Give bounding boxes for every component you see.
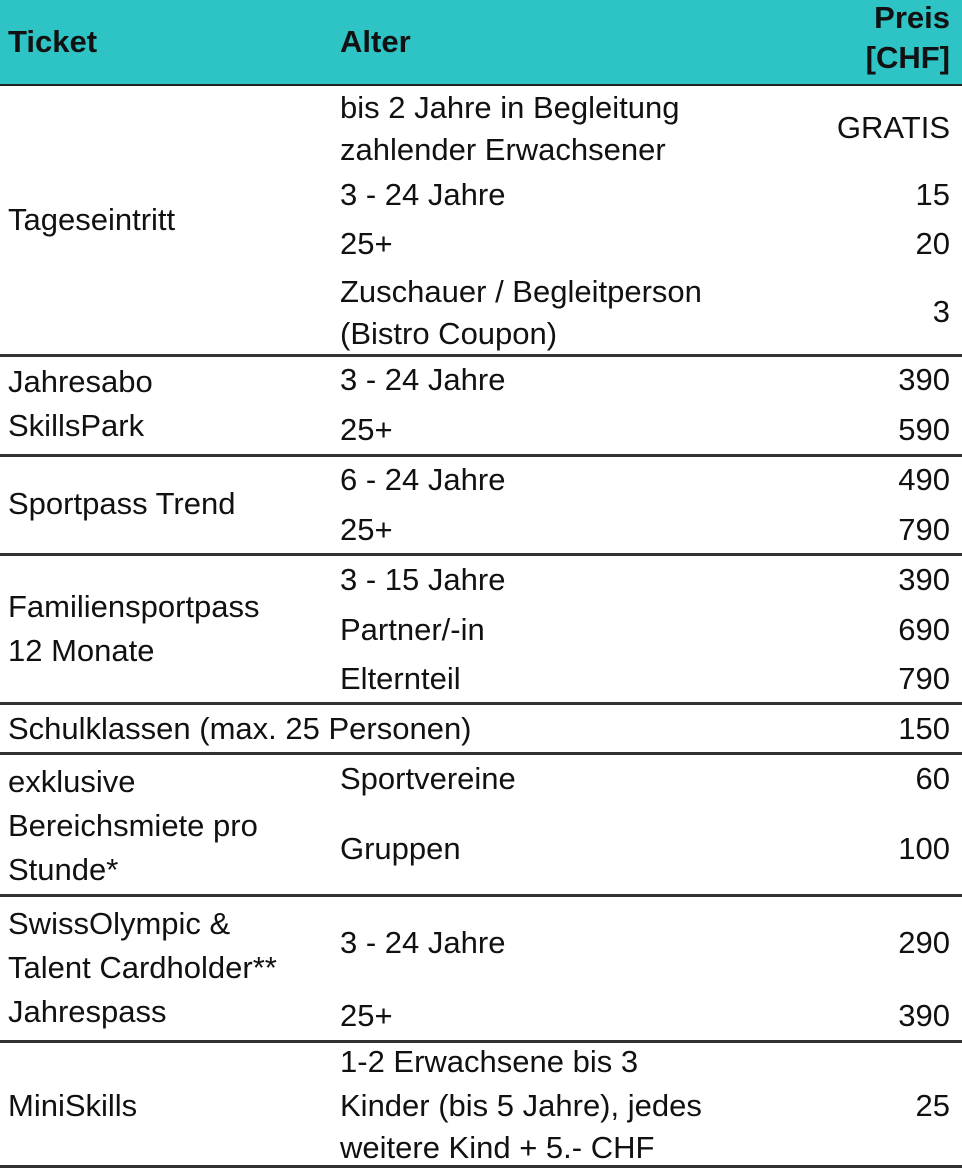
alter-cell: Elternteil	[340, 661, 461, 696]
alter-cell: 25+	[340, 512, 393, 547]
alter-cell: Sportvereine	[340, 761, 516, 796]
row-divider	[0, 553, 962, 556]
alter-cell: 25+	[340, 412, 393, 447]
alter-cell: 3 - 24 Jahre	[340, 362, 506, 397]
alter-cell: 3 - 15 Jahre	[340, 562, 506, 597]
header-preis: Preis	[874, 0, 950, 35]
alter-cell: 3 - 24 Jahre	[340, 177, 506, 212]
alter-cell: Zuschauer / Begleitperson	[340, 274, 702, 309]
ticket-bereichsmiete-line3: Stunde*	[8, 852, 119, 887]
preis-cell: 25	[915, 1088, 950, 1123]
preis-cell: 20	[915, 226, 950, 261]
alter-cell: Kinder (bis 5 Jahre), jedes	[340, 1088, 702, 1123]
ticket-swissolympic: SwissOlympic &	[8, 906, 231, 941]
alter-cell: zahlender Erwachsener	[340, 132, 666, 167]
row-divider	[0, 702, 962, 705]
preis-cell: 3	[932, 294, 950, 329]
alter-cell: 6 - 24 Jahre	[340, 462, 506, 497]
alter-cell: bis 2 Jahre in Begleitung	[340, 90, 680, 125]
row-divider	[0, 354, 962, 357]
ticket-swissolympic-line2: Talent Cardholder**	[8, 950, 277, 985]
ticket-jahresabo-line2: SkillsPark	[8, 408, 145, 443]
row-divider	[0, 752, 962, 755]
ticket-bereichsmiete-line2: Bereichsmiete pro	[8, 808, 258, 843]
row-divider	[0, 454, 962, 457]
alter-cell: Partner/-in	[340, 612, 485, 647]
ticket-miniskills: MiniSkills	[8, 1088, 138, 1123]
preis-cell: 690	[898, 612, 950, 647]
preis-cell: 590	[898, 412, 950, 447]
preis-cell: 390	[898, 362, 950, 397]
alter-cell: 3 - 24 Jahre	[340, 925, 506, 960]
ticket-familiensportpass-line2: 12 Monate	[8, 633, 155, 668]
alter-cell: 1-2 Erwachsene bis 3	[340, 1044, 639, 1079]
preis-cell: 60	[915, 761, 950, 796]
ticket-sportpass: Sportpass Trend	[8, 486, 236, 521]
header-ticket: Ticket	[8, 24, 98, 59]
preis-cell: 15	[915, 177, 950, 212]
preis-cell: 100	[898, 831, 950, 866]
preis-cell: 390	[898, 562, 950, 597]
preis-cell: 150	[898, 711, 950, 746]
table-header	[0, 0, 962, 86]
header-alter: Alter	[340, 24, 411, 59]
header-preis-unit: [CHF]	[865, 40, 950, 75]
row-divider	[0, 894, 962, 897]
preis-cell: 790	[898, 661, 950, 696]
preis-cell: 790	[898, 512, 950, 547]
alter-cell: Gruppen	[340, 831, 461, 866]
preis-cell: GRATIS	[836, 110, 950, 145]
ticket-familiensportpass: Familiensportpass	[8, 589, 260, 624]
alter-cell: weitere Kind + 5.- CHF	[340, 1130, 655, 1165]
ticket-schulklassen: Schulklassen (max. 25 Personen)	[8, 711, 472, 746]
ticket-bereichsmiete: exklusive	[8, 764, 136, 799]
alter-cell: 25+	[340, 998, 393, 1033]
ticket-swissolympic-line3: Jahrespass	[8, 994, 167, 1029]
ticket-tageseintritt: Tageseintritt	[8, 202, 176, 237]
preis-cell: 490	[898, 462, 950, 497]
ticket-jahresabo: Jahresabo	[8, 364, 153, 399]
preis-cell: 390	[898, 998, 950, 1033]
alter-cell: 25+	[340, 226, 393, 261]
alter-cell: (Bistro Coupon)	[340, 316, 558, 351]
preis-cell: 290	[898, 925, 950, 960]
